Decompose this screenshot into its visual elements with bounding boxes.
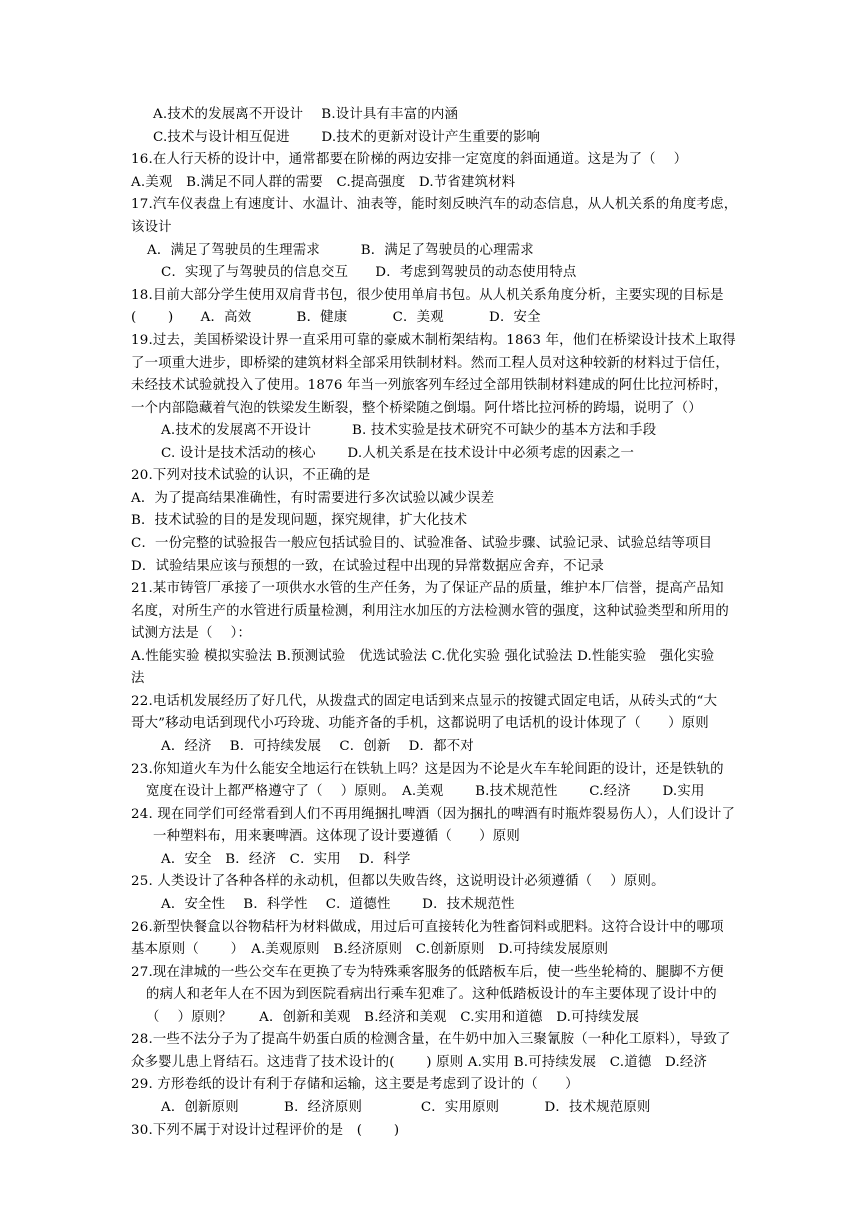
q19-stem-line3: 未经技术试验就投入了使用。1876 年当一列旅客列车经过全部用铁制材料建成的阿仕比拉河桥时，	[131, 378, 728, 393]
q19-options-cd: C. 设计是技术活动的核心 D.人机关系是在技术设计中必须考虑的因素之一	[161, 446, 635, 461]
q22-stem-line1: 22.电话机发展经历了好几代，从拨盘式的固定电话到来点显示的按键式固定电话，从砖头式的“大	[131, 694, 718, 709]
q16-stem: 16.在人行天桥的设计中，通常都要在阶梯的两边安排一定宽度的斜面通道。这是为了（ ）	[131, 152, 688, 167]
q20-option-b: B．技术试验的目的是发现问题，探究规律，扩大化技术	[131, 513, 468, 528]
q24-options: A．安全 B．经济 C．实用 D．科学	[161, 852, 411, 867]
q22-options: A．经济 B．可持续发展 C．创新 D．都不对	[161, 739, 474, 754]
q27-stem-line2: 的病人和老年人在不因为到医院看病出行乘车犯难了。这种低踏板设计的车主要体现了设计中的	[146, 987, 717, 1002]
q21-stem-line1: 21.某市铸管厂承接了一项供水水管的生产任务，为了保证产品的质量，维护本厂信誉，提高产品知	[131, 581, 724, 596]
q24-stem-line1: 24. 现在同学们可经常看到人们不再用绳捆扎啤酒（因为捆扎的啤酒有时瓶炸裂易伤人），人们设计了	[131, 807, 736, 822]
q25-stem: 25. 人类设计了各种各样的永动机，但都以失败告终，这说明设计必须遵循（ ）原则。	[131, 874, 665, 889]
q17-options-cd: C．实现了与驾驶员的信息交互 D．考虑到驾驶员的动态使用特点	[161, 265, 577, 280]
q26-stem-line1: 26.新型快餐盒以谷物秸杆为材料做成，用过后可直接转化为牲畜饲料或肥料。这符合设计中的哪项	[131, 920, 724, 935]
q16-options: A.美观 B.满足不同人群的需要 C.提高强度 D.节省建筑材料	[131, 175, 516, 190]
q21-stem-line2: 名度，对所生产的水管进行质量检测，利用注水加压的方法检测水管的强度，这种试验类型和所用的	[131, 604, 729, 619]
q25-options: A．安全性 B．科学性 C．道德性 D．技术规范性	[161, 897, 515, 912]
q19-stem-line4: 一个内部隐藏着气泡的铁梁发生断裂，整个桥梁随之倒塌。阿什塔比拉河桥的跨塌，说明了（）	[131, 401, 702, 416]
q15-options-ab: A.技术的发展离不开设计 B.设计具有丰富的内涵	[153, 107, 459, 122]
q27-options: （ ）原则？ A．创新和美观 B.经济和美观 C.实用和道德 D.可持续发展	[146, 1010, 640, 1025]
q21-options-wrap: 法	[131, 671, 145, 686]
q15-options-cd: C.技术与设计相互促进 D.技术的更新对设计产生重要的影响	[153, 130, 541, 145]
q17-stem-line2: 该设计	[131, 220, 172, 235]
q29-options: A．创新原则 B．经济原则 C．实用原则 D．技术规范原则	[161, 1100, 651, 1115]
q21-options: A.性能实验 模拟实验法 B.预测试验 优选试验法 C.优化实验 强化试验法 D.性能实验 强化实验	[131, 649, 715, 664]
q20-option-a: A．为了提高结果准确性，有时需要进行多次试验以减少误差	[131, 491, 495, 506]
q20-option-d: D．试验结果应该与预想的一致，在试验过程中出现的异常数据应舍弃，不记录	[131, 559, 605, 574]
q27-stem-line1: 27.现在津城的一些公交车在更换了专为特殊乘客服务的低踏板车后，使一些坐轮椅的、腿脚不方便	[131, 965, 724, 980]
q19-stem-line1: 19.过去，美国桥梁设计界一直采用可靠的豪威木制桁架结构。1863 年，他们在桥梁设计技术上取得	[131, 333, 736, 348]
q24-stem-line2: 一种塑料布，用来裹啤酒。这体现了设计要遵循（ ）原则	[153, 829, 520, 844]
q20-option-c: C．一份完整的试验报告一般应包括试验目的、试验准备、试验步骤、试验记录、试验总结等项目	[131, 536, 713, 551]
q19-stem-line2: 了一项重大进步，即桥梁的建筑材料全部采用铁制材料。然而工程人员对这种较新的材料过于信任，	[131, 356, 729, 371]
q30-stem: 30.下列不属于对设计过程评价的是 ( )	[131, 1123, 400, 1138]
q26-stem-line2: 基本原则（ ） A.美观原则 B.经济原则 C.创新原则 D.可持续发展原则	[131, 942, 609, 957]
q28-stem-line1: 28.一些不法分子为了提高牛奶蛋白质的检测含量，在牛奶中加入三聚氰胺（一种化工原料），导致了	[131, 1032, 731, 1047]
q28-stem-line2: 众多婴儿患上肾结石。这违背了技术设计的( ) 原则 A.实用 B.可持续发展 C.道德 D.经济	[131, 1055, 708, 1070]
q19-options-ab: A.技术的发展离不开设计 B. 技术实验是技术研究不可缺少的基本方法和手段	[161, 423, 657, 438]
q17-options-ab: A．满足了驾驶员的生理需求 B．满足了驾驶员的心理需求	[147, 243, 534, 258]
q18-options: ( ) A．高效 B．健康 C．美观 D．安全	[131, 310, 541, 325]
q18-stem: 18.目前大部分学生使用双肩背书包，很少使用单肩书包。从人机关系角度分析，主要实现的目标是	[131, 288, 724, 303]
q29-stem: 29. 方形卷纸的设计有利于存储和运输，这主要是考虑到了设计的（ ）	[131, 1077, 579, 1092]
q23-stem-line1: 23.你知道火车为什么能安全地运行在铁轨上吗？这是因为不论是火车车轮间距的设计，还是铁轨的	[131, 762, 724, 777]
q20-stem: 20.下列对技术试验的认识，不正确的是	[131, 468, 371, 483]
q17-stem-line1: 17.汽车仪表盘上有速度计、水温计、油表等，能时刻反映汽车的动态信息，从人机关系的角度考虑，	[131, 197, 738, 212]
q23-stem-line2: 宽度在设计上都严格遵守了（ ）原则。 A.美观 B.技术规范性 C.经济 D.实用	[146, 784, 705, 799]
q21-stem-line3: 试测方法是（ ）：	[131, 626, 252, 641]
q22-stem-line2: 哥大”移动电话到现代小巧玲珑、功能齐备的手机，这都说明了电话机的设计体现了（ ）原则	[131, 716, 709, 731]
